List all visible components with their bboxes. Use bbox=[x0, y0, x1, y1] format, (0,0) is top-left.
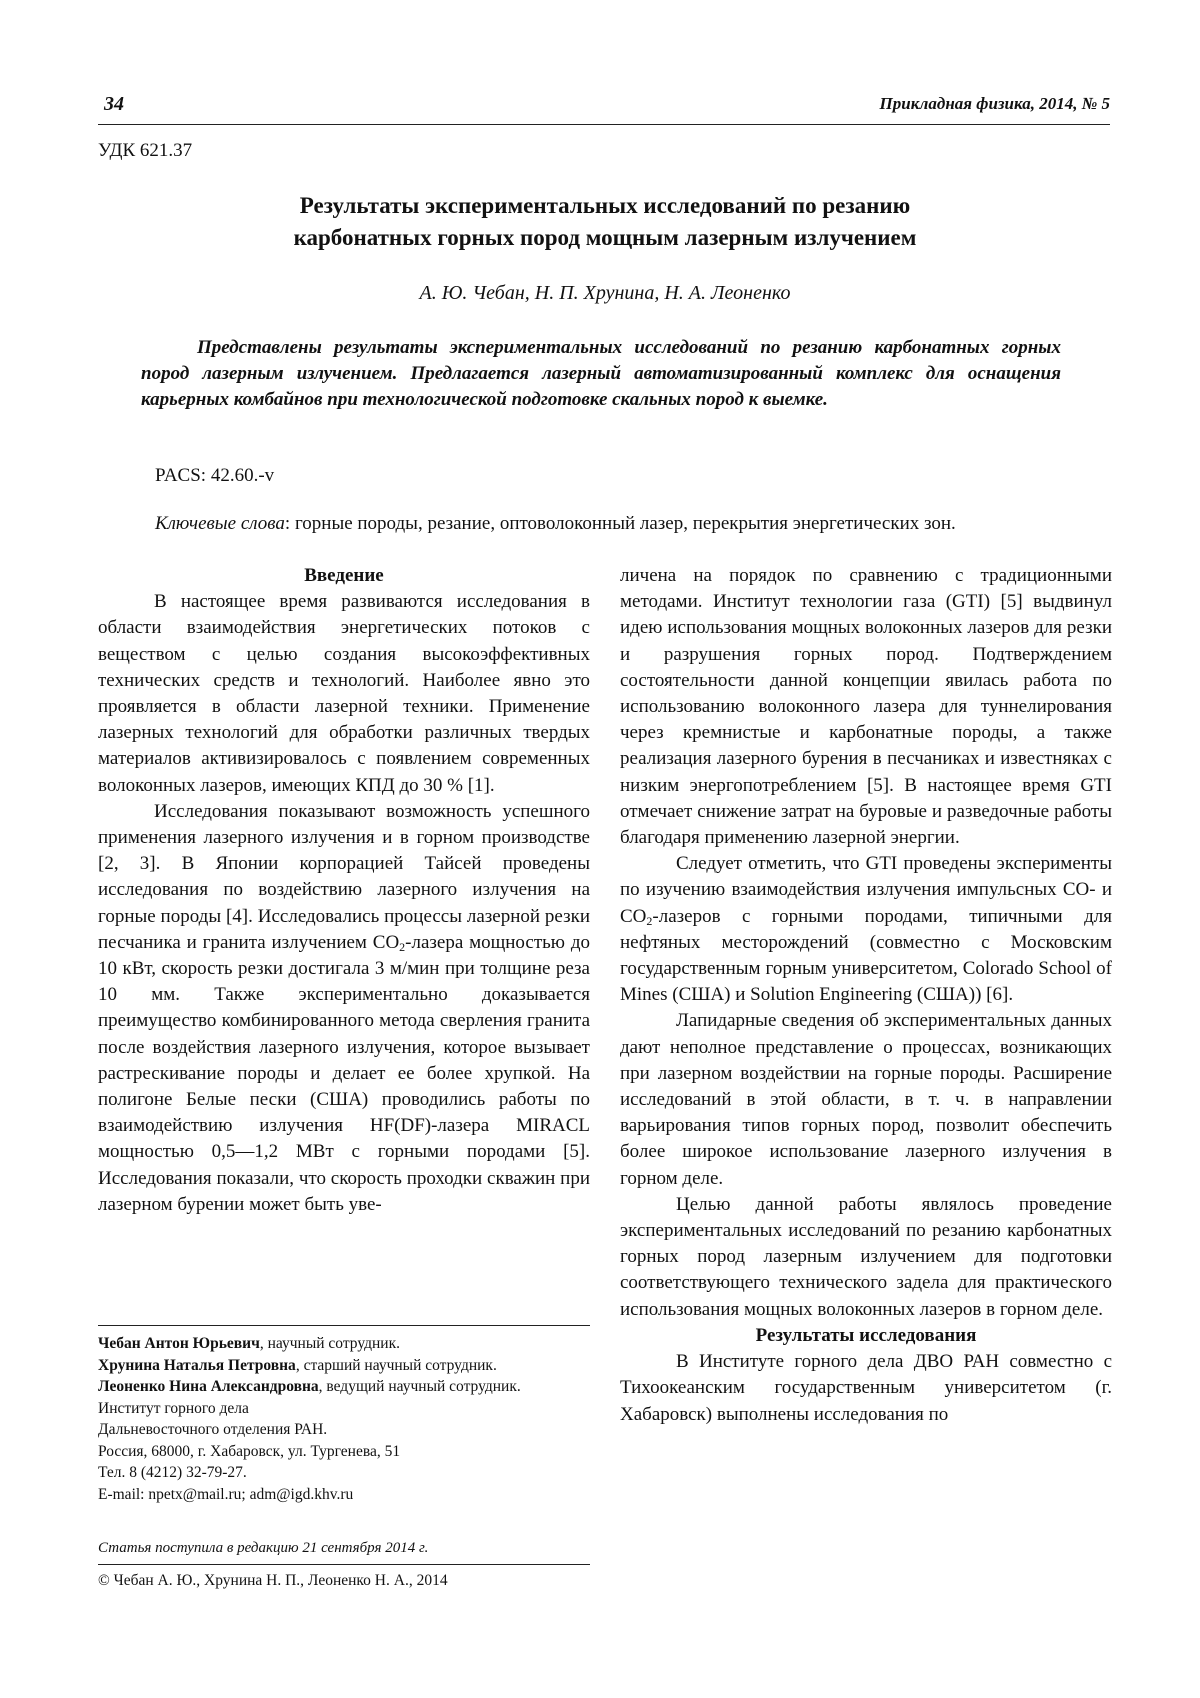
pacs-code: PACS: 42.60.-v bbox=[155, 465, 275, 486]
right-paragraph-2-part-a: Следует отметить, что GTI проведены эксперименты по изучению взаимодействия излучения импульсных CO- и CO bbox=[620, 853, 1112, 927]
email: E-mail: npetx@mail.ru; adm@igd.khv.ru bbox=[98, 1485, 354, 1503]
copyright: © Чебан А. Ю., Хрунина Н. П., Леоненко Н. А., 2014 bbox=[98, 1572, 448, 1589]
results-paragraph-1: В Институте горного дела ДВО РАН совместно с Тихоокеанским государственным университетом (г. Хабаровск) выполнены исследования по bbox=[620, 1351, 1112, 1425]
keywords bbox=[155, 513, 1115, 535]
right-paragraph-1: личена на порядок по сравнению с традиционными методами. Институт технологии газа (GTI) [5] выдвинул идею использования мощных волоконных лазеров для резки и разрушения горных пород. Подтверждением состоятельности данной концепции явилась работа по использованию волоконного лазера для туннелирования через кремнистые и карбонатные породы, а также реализация лазерного бурения в песчаниках и известняках с низким энергопотреблением [5]. В настоящее время GTI отмечает снижение затрат на буровые и разведочные работы благодаря применению лазерной энергии. bbox=[620, 565, 1112, 849]
left-column bbox=[98, 563, 590, 1218]
author-1-info bbox=[98, 1333, 538, 1355]
authors: А. Ю. Чебан, Н. П. Хрунина, Н. А. Леоненко bbox=[419, 282, 791, 304]
section-heading-intro: Введение bbox=[304, 565, 384, 586]
organization-line-1: Институт горного дела bbox=[98, 1399, 249, 1417]
intro-paragraph-2-part-b: -лазера мощностью до 10 кВт, скорость резки достигала 3 м/мин при толщине реза 10 мм. Также экспериментально доказывается преимущество комбинированного метода сверления гранита после воздействия лазерного излучения, которое вызывает растрескивание породы и делает ее более хрупкой. На полигоне Белые пески (США) проводились работы по взаимодействию излучения HF(DF)-лазера MIRACL мощностью 0,5—1,2 МВт с горными породами [5]. Исследования показали, что скорость проходки скважин при лазерном бурении может быть уве- bbox=[98, 931, 590, 1215]
author-3-name: Леоненко Нина Александровна bbox=[98, 1378, 319, 1395]
author-2-name: Хрунина Наталья Петровна bbox=[98, 1356, 296, 1374]
article-title bbox=[120, 190, 1090, 254]
abstract: Представлены результаты экспериментальных исследований по резанию карбонатных горных пород лазерным излучением. Предлагается лазерный автоматизированный комплекс для оснащения карьерных комбайнов при технологической подготовке скальных пород к выемке. bbox=[141, 337, 1061, 410]
journal-title: Прикладная физика, 2014, № 5 bbox=[879, 94, 1110, 113]
page-header bbox=[98, 88, 1110, 125]
keywords-text: : горные породы, резание, оптоволоконный лазер, перекрытия энергетических зон. bbox=[284, 513, 956, 534]
organization-line-2: Дальневосточного отделения РАН. bbox=[98, 1421, 328, 1438]
footnote-divider bbox=[98, 1325, 590, 1326]
right-paragraph-2-part-b: -лазеров с горными породами, типичными для нефтяных месторождений (совместно с Московским государственным горным университетом, Colorado School of Mines (США) и Solution Engineering (США)) [6]. bbox=[620, 905, 1112, 1006]
intro-paragraph-2 bbox=[98, 799, 590, 1218]
title-line-2: карбонатных горных пород мощным лазерным излучением bbox=[293, 225, 917, 250]
author-1-role: , научный сотрудник. bbox=[259, 1335, 400, 1352]
received-date: Статья поступила в редакцию 21 сентября 2014 г. bbox=[98, 1540, 429, 1556]
intro-paragraph-1: В настоящее время развиваются исследования в области взаимодействия энергетических потоков с веществом с целью создания высокоэффективных технических средств и технологий. Наиболее явно это проявляется в области лазерной техники. Применение лазерных технологий для обработки различных твердых материалов активизировалось с появлением современных волоконных лазеров, имеющих КПД до 30 % [1]. bbox=[98, 591, 590, 796]
keywords-label: Ключевые слова bbox=[155, 513, 285, 534]
section-heading-results: Результаты исследования bbox=[755, 1324, 977, 1346]
udk-code: УДК 621.37 bbox=[98, 140, 193, 161]
intro-paragraph-2-part-a: Исследования показывают возможность успешного применения лазерного излучения и в горном производстве [2, 3]. В Японии корпорацией Тайсей проведены исследования по воздействию лазерного излучения на горные породы [4]. Исследовались процессы лазерной резки песчаника и гранита излучением CO bbox=[98, 800, 590, 953]
title-line-1: Результаты экспериментальных исследований по резанию bbox=[299, 193, 911, 218]
author-footnote bbox=[98, 1333, 538, 1505]
page-number: 34 bbox=[104, 93, 124, 115]
copyright-divider bbox=[98, 1564, 590, 1565]
address: Россия, 68000, г. Хабаровск, ул. Тургенева, 51 bbox=[98, 1442, 401, 1460]
right-paragraph-3: Лапидарные сведения об экспериментальных данных дают неполное представление о процессах, возникающих при лазерном воздействии на горные породы. Расширение исследований в этой области, в т. ч. в направлении варьирования типов горных пород, позволит обеспечить более широкое использование лазерного излучения в горном деле. bbox=[620, 1010, 1112, 1189]
author-3-info bbox=[98, 1376, 538, 1398]
author-2-role: , старший научный сотрудник. bbox=[295, 1356, 497, 1374]
right-paragraph-4: Целью данной работы являлось проведение экспериментальных исследований по резанию карбонатных горных пород лазерным излучением для подготовки соответствующего технического задела для практического использования мощных волоконных лазеров в горном деле. bbox=[620, 1193, 1112, 1320]
phone: Тел. 8 (4212) 32-79-27. bbox=[98, 1464, 247, 1481]
author-3-role: , ведущий научный сотрудник. bbox=[318, 1378, 521, 1395]
co2-subscript: 2 bbox=[646, 913, 653, 928]
author-2-info bbox=[98, 1355, 538, 1377]
co2-subscript: 2 bbox=[399, 939, 406, 954]
author-1-name: Чебан Антон Юрьевич bbox=[98, 1335, 260, 1352]
right-paragraph-2 bbox=[620, 851, 1112, 1008]
right-column bbox=[620, 563, 1112, 1428]
